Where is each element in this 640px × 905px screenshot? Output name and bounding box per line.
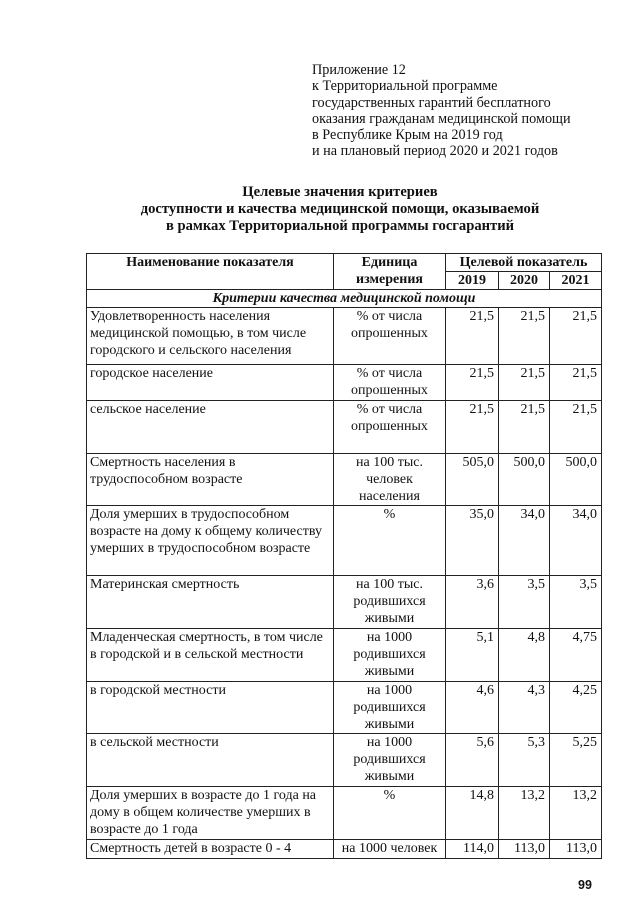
header-unit: Единица измерения (334, 254, 446, 290)
value-2021-cell: 13,2 (550, 787, 602, 840)
unit-cell: % (334, 506, 446, 576)
indicator-name-cell: Материнская смертность (87, 576, 334, 629)
value-2020-cell: 21,5 (499, 401, 550, 454)
title-line: Целевые значения критериев (242, 184, 438, 200)
value-2019-cell: 505,0 (446, 454, 499, 506)
appendix-line: государственных гарантий бесплатного (312, 94, 551, 111)
title-line: в рамках Территориальной программы госгарантий (165, 218, 515, 235)
value-2021-cell: 500,0 (550, 454, 602, 506)
table-row (87, 734, 602, 787)
unit-cell: % от числа опрошенных (334, 401, 446, 454)
unit-cell: на 100 тыс. родившихся живыми (334, 576, 446, 629)
value-2020-cell: 3,5 (499, 576, 550, 629)
unit-cell: на 1000 родившихся живыми (334, 682, 446, 734)
title-line: доступности и качества медицинской помощи, оказываемой (140, 201, 540, 218)
table-row (87, 454, 602, 506)
table-row (87, 506, 602, 576)
unit-cell: на 1000 родившихся живыми (334, 734, 446, 787)
value-2019-cell: 5,1 (446, 629, 499, 682)
unit-cell: на 1000 человек (334, 840, 446, 859)
value-2019-cell: 5,6 (446, 734, 499, 787)
appendix-line: в Республике Крым на 2019 год (312, 127, 503, 144)
value-2019-cell: 35,0 (446, 506, 499, 576)
header-year-2021: 2021 (550, 272, 602, 290)
appendix-line: оказания гражданам медицинской помощи (312, 110, 571, 127)
indicator-name-cell: Доля умерших в трудоспособном возрасте на дому к общему количеству умерших в трудоспособном возрасте (87, 506, 334, 576)
value-2019-cell: 21,5 (446, 365, 499, 401)
indicator-name-cell: в городской местности (87, 682, 334, 734)
table-row (87, 682, 602, 734)
value-2021-cell: 21,5 (550, 308, 602, 365)
value-2021-cell: 34,0 (550, 506, 602, 576)
value-2020-cell: 4,3 (499, 682, 550, 734)
value-2020-cell: 13,2 (499, 787, 550, 840)
value-2020-cell: 21,5 (499, 308, 550, 365)
appendix-line: и на плановый период 2020 и 2021 годов (312, 143, 558, 160)
table-row (87, 308, 602, 365)
value-2020-cell: 34,0 (499, 506, 550, 576)
unit-cell: на 1000 родившихся живыми (334, 629, 446, 682)
value-2020-cell: 4,8 (499, 629, 550, 682)
header-year-2020: 2020 (499, 272, 550, 290)
unit-cell: % от числа опрошенных (334, 365, 446, 401)
header-target: Целевой показатель (446, 254, 602, 272)
table-row (87, 787, 602, 840)
value-2021-cell: 4,75 (550, 629, 602, 682)
indicator-name-cell: Смертность населения в трудоспособном возрасте (87, 454, 334, 506)
table-row (87, 365, 602, 401)
indicator-name-cell: сельское население (87, 401, 334, 454)
appendix-note (312, 62, 612, 160)
table-row (87, 840, 602, 859)
value-2019-cell: 114,0 (446, 840, 499, 859)
value-2021-cell: 21,5 (550, 365, 602, 401)
header-year-2019: 2019 (446, 272, 499, 290)
indicator-name-cell: городское население (87, 365, 334, 401)
indicator-name-cell: Доля умерших в возрасте до 1 года на дому в общем количестве умерших в возрасте до 1 года (87, 787, 334, 840)
indicator-name-cell: Удовлетворенность населения медицинской помощью, в том числе городского и сельского населения (87, 308, 334, 365)
value-2020-cell: 5,3 (499, 734, 550, 787)
indicator-name-cell: в сельской местности (87, 734, 334, 787)
value-2021-cell: 113,0 (550, 840, 602, 859)
appendix-line: Приложение 12 (312, 62, 406, 78)
value-2021-cell: 4,25 (550, 682, 602, 734)
table-row (87, 576, 602, 629)
value-2019-cell: 21,5 (446, 401, 499, 454)
value-2019-cell: 3,6 (446, 576, 499, 629)
value-2020-cell: 113,0 (499, 840, 550, 859)
header-name: Наименование показателя (87, 254, 334, 290)
value-2021-cell: 3,5 (550, 576, 602, 629)
table-row (87, 401, 602, 454)
value-2021-cell: 5,25 (550, 734, 602, 787)
criteria-table (86, 253, 602, 859)
indicator-name-cell: Смертность детей в возрасте 0 - 4 (87, 840, 334, 859)
unit-cell: % (334, 787, 446, 840)
value-2019-cell: 4,6 (446, 682, 499, 734)
value-2020-cell: 500,0 (499, 454, 550, 506)
value-2019-cell: 21,5 (446, 308, 499, 365)
unit-cell: % от числа опрошенных (334, 308, 446, 365)
table-row (87, 629, 602, 682)
value-2020-cell: 21,5 (499, 365, 550, 401)
page-number: 99 (578, 878, 592, 892)
document-title (40, 184, 640, 236)
indicator-name-cell: Младенческая смертность, в том числе в городской и в сельской местности (87, 629, 334, 682)
value-2019-cell: 14,8 (446, 787, 499, 840)
section-header: Критерии качества медицинской помощи (87, 290, 602, 308)
unit-cell: на 100 тыс. человек населения (334, 454, 446, 506)
value-2021-cell: 21,5 (550, 401, 602, 454)
appendix-line: к Территориальной программе (312, 78, 498, 95)
